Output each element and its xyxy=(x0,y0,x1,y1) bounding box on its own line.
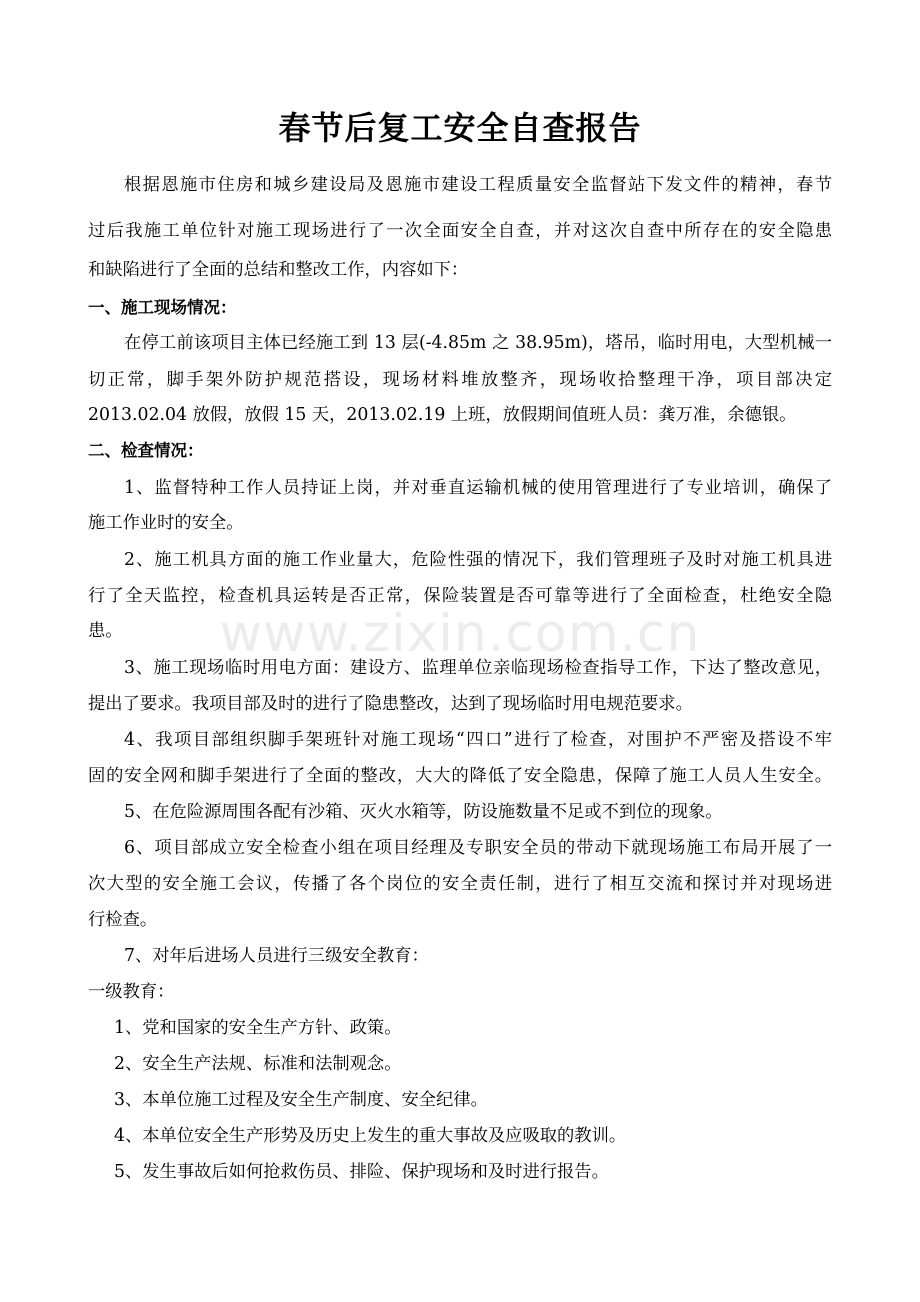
paragraph-line: 施工作业时的安全。 xyxy=(88,513,244,533)
paragraph-line: 6、项目部成立安全检查小组在项目经理及专职安全员的带动下就现场施工布局开展了一 xyxy=(124,838,832,858)
paragraph-line: 次大型的安全施工会议，传播了各个岗位的安全责任制，进行了相互交流和探讨并对现场进 xyxy=(88,874,832,894)
paragraph-line: 行检查。 xyxy=(88,910,158,930)
paragraph-line: 2、施工机具方面的施工作业量大，危险性强的情况下，我们管理班子及时对施工机具进 xyxy=(124,550,832,570)
paragraph-line: 根据恩施市住房和城乡建设局及恩施市建设工程质量安全监督站下发文件的精神，春节 xyxy=(124,175,832,195)
section-heading: 一、施工现场情况： xyxy=(88,298,237,317)
list-item: 1、党和国家的安全生产方针、政策。 xyxy=(114,1018,402,1038)
paragraph-line: 切正常，脚手架外防护规范搭设，现场材料堆放整齐，现场收拾整理干净，项目部决定 xyxy=(88,370,832,390)
paragraph-line: 过后我施工单位针对施工现场进行了一次全面安全自查，并对这次自查中所存在的安全隐患 xyxy=(88,221,832,241)
paragraph-line: 4、我项目部组织脚手架班针对施工现场“四口”进行了检查，对围护不严密及搭设不牢 xyxy=(124,730,832,750)
paragraph-line: 患。 xyxy=(88,621,123,641)
paragraph-line: 和缺陷进行了全面的总结和整改工作，内容如下： xyxy=(88,260,469,280)
page-title: 春节后复工安全自查报告 xyxy=(278,109,642,147)
paragraph-line: 7、对年后进场人员进行三级安全教育： xyxy=(124,946,429,966)
paragraph-line: 5、在危险源周围各配有沙箱、灭火水箱等，防设施数量不足或不到位的现象。 xyxy=(124,802,723,822)
paragraph-line: 在停工前该项目主体已经施工到 13 层(-4.85m 之 38.95m)，塔吊，临时用电，大型机械一 xyxy=(124,333,832,353)
paragraph-line: 一级教育： xyxy=(88,982,175,1002)
paragraph-line: 3、施工现场临时用电方面：建设方、监理单位亲临现场检查指导工作，下达了整改意见， xyxy=(124,658,832,678)
paragraph-line: 行了全天监控，检查机具运转是否正常，保险装置是否可靠等进行了全面检查，杜绝安全隐 xyxy=(88,586,832,606)
paragraph-line: 1、监督特种工作人员持证上岗，并对垂直运输机械的使用管理进行了专业培训，确保了 xyxy=(124,478,832,498)
list-item: 3、本单位施工过程及安全生产制度、安全纪律。 xyxy=(114,1090,488,1110)
list-item: 2、安全生产法规、标准和法制观念。 xyxy=(114,1054,402,1074)
list-item: 5、发生事故后如何抢救伤员、排险、保护现场和及时进行报告。 xyxy=(114,1162,609,1182)
section-heading: 二、检查情况： xyxy=(88,441,204,460)
paragraph-line: 2013.02.04 放假，放假 15 天，2013.02.19 上班，放假期间值班人员：龚万准，余德银。 xyxy=(88,405,797,425)
paragraph-line: 固的安全网和脚手架进行了全面的整改，大大的降低了安全隐患，保障了施工人员人生安全。 xyxy=(88,766,832,786)
watermark: www.zixin.com.cn xyxy=(219,604,701,664)
list-item: 4、本单位安全生产形势及历史上发生的重大事故及应吸取的教训。 xyxy=(114,1126,627,1146)
paragraph-line: 提出了要求。我项目部及时的进行了隐患整改，达到了现场临时用电规范要求。 xyxy=(88,694,693,714)
